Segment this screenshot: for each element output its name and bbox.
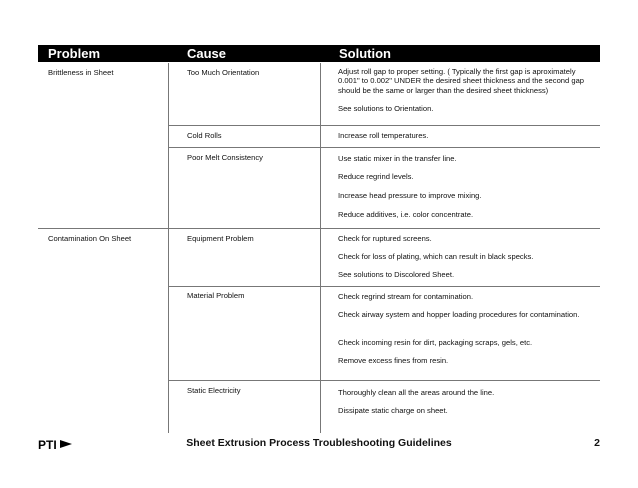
header-solution: Solution <box>339 46 391 61</box>
solution-text: See solutions to Orientation. <box>338 104 434 113</box>
row-divider <box>320 125 600 126</box>
header-cause: Cause <box>187 46 227 61</box>
solution-text: Remove excess fines from resin. <box>338 356 449 365</box>
row-divider <box>168 380 600 381</box>
solution-text: Reduce regrind levels. <box>338 172 414 181</box>
header-problem: Problem <box>48 46 101 61</box>
solution-text: Check regrind stream for contamination. <box>338 292 474 301</box>
column-divider-cause <box>168 63 169 433</box>
solution-text: Increase roll temperatures. <box>338 131 429 140</box>
footer-title: Sheet Extrusion Process Troubleshooting Guidelines <box>186 437 452 449</box>
solution-text: Use static mixer in the transfer line. <box>338 154 457 163</box>
solution-text: Check airway system and hopper loading procedures for contamination. <box>338 310 580 319</box>
cause-cell: Material Problem <box>187 291 245 300</box>
solution-text: Increase head pressure to improve mixing. <box>338 191 482 200</box>
cause-cell: Too Much Orientation <box>187 68 260 77</box>
row-divider <box>168 286 600 287</box>
group-divider <box>38 228 600 229</box>
table-header <box>38 45 600 62</box>
cause-cell: Cold Rolls <box>187 131 222 140</box>
row-divider <box>168 147 600 148</box>
solution-text: Adjust roll gap to proper setting. ( Typically the first gap is aproximately 0.001" to 0.002" UNDER the desired sheet thickness and the second gap should be the same or larger than the desired sheet thickness) <box>338 67 585 95</box>
cause-cell: Static Electricity <box>187 386 241 395</box>
problem-cell: Contamination On Sheet <box>48 234 132 243</box>
page-number: 2 <box>594 437 600 449</box>
cause-cell: Poor Melt Consistency <box>187 153 263 162</box>
solution-text: See solutions to Discolored Sheet. <box>338 270 455 279</box>
problem-cell: Brittleness in Sheet <box>48 68 114 77</box>
cause-cell: Equipment Problem <box>187 234 254 243</box>
solution-text: Thoroughly clean all the areas around the line. <box>338 388 495 397</box>
row-divider <box>168 125 320 126</box>
solution-text: Reduce additives, i.e. color concentrate. <box>338 210 474 219</box>
solution-text: Check for loss of plating, which can result in black specks. <box>338 252 534 261</box>
solution-text: Dissipate static charge on sheet. <box>338 406 448 415</box>
svg-text:PTI: PTI <box>38 438 57 450</box>
column-divider-solution <box>320 63 321 433</box>
solution-text: Check for ruptured screens. <box>338 234 432 243</box>
solution-text: Check incoming resin for dirt, packaging scraps, gels, etc. <box>338 338 533 347</box>
